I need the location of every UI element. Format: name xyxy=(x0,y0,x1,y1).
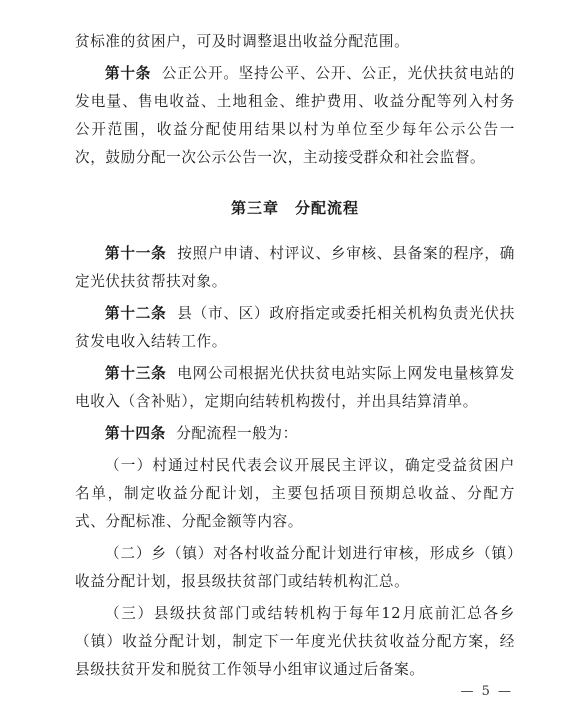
paragraph-step-2 xyxy=(75,540,515,596)
paragraph-step-3 xyxy=(75,600,515,684)
chapter-heading: 第三章 分配流程 xyxy=(230,199,359,217)
paragraph-text: 电网公司根据光伏扶贫电站实际上网发电量核算发电收入（含补贴），定期向结转机构拨付，并出具结算清单。 xyxy=(75,365,515,410)
article-label: 第十四条 xyxy=(105,425,166,442)
paragraph-article-10 xyxy=(75,60,515,172)
paragraph-text: 贫标准的贫困户，可及时调整退出收益分配范围。 xyxy=(75,33,410,50)
document-body xyxy=(75,28,515,684)
page-number xyxy=(0,684,583,699)
paragraph-article-12 xyxy=(75,300,515,356)
paragraph-text: 县（市、区）政府指定或委托相关机构负责光伏扶贫发电收入结转工作。 xyxy=(75,305,515,350)
paragraph-article-14 xyxy=(75,420,515,448)
paragraph-text: （三）县级扶贫部门或结转机构于每年12月底前汇总各乡（镇）收益分配计划，制定下一年度光伏扶贫收益分配方案，经县级扶贫开发和脱贫工作领导小组审议通过后备案。 xyxy=(75,605,515,678)
paragraph-step-1 xyxy=(75,452,515,536)
article-label: 第十二条 xyxy=(105,305,167,322)
article-label: 第十三条 xyxy=(105,365,167,382)
page-number-text: — 5 — xyxy=(460,684,513,699)
paragraph-continuation xyxy=(75,28,515,56)
paragraph-text: 公正公开。坚持公平、公开、公正，光伏扶贫电站的发电量、售电收益、土地租金、维护费用、收益分配等列入村务公开范围，收益分配使用结果以村为单位至少每年公示公告一次，鼓励分配一次公示公告一次，主动接受群众和社会监督。 xyxy=(75,65,515,166)
paragraph-text: 按照户申请、村评议、乡审核、县备案的程序，确定光伏扶贫帮扶对象。 xyxy=(75,245,515,290)
paragraph-article-13 xyxy=(75,360,515,416)
paragraph-text: （二）乡（镇）对各村收益分配计划进行审核，形成乡（镇）收益分配计划，报县级扶贫部门或结转机构汇总。 xyxy=(75,545,515,590)
paragraph-text: （一）村通过村民代表会议开展民主评议，确定受益贫困户名单，制定收益分配计划，主要包括项目预期总收益、分配方式、分配标准、分配金额等内容。 xyxy=(75,457,515,530)
paragraph-text: 分配流程一般为： xyxy=(176,425,298,442)
article-label: 第十条 xyxy=(105,65,152,82)
article-label: 第十一条 xyxy=(105,245,167,262)
paragraph-article-11 xyxy=(75,240,515,296)
